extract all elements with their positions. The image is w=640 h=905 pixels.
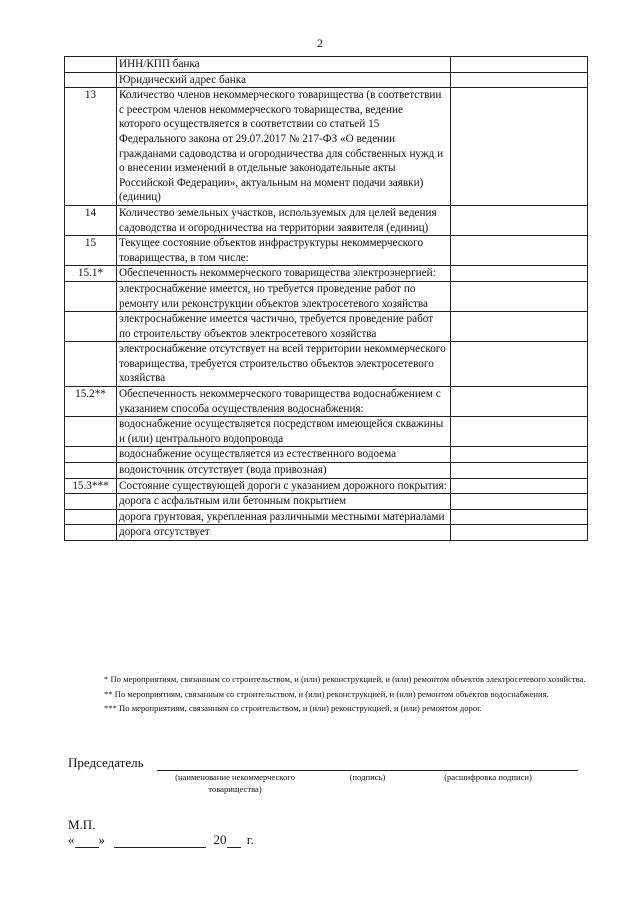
row-label: электроснабжение отсутствует на всей территории некоммерческого товарищества, требуется строительство объектов электросетевого хозяйства	[117, 342, 451, 387]
row-label: Обеспеченность некоммерческого товарищества электроэнергией:	[117, 266, 451, 282]
row-value-cell[interactable]	[451, 463, 588, 479]
row-number	[65, 312, 117, 342]
table-row	[65, 57, 588, 73]
table-body	[65, 57, 588, 541]
date-month-blank[interactable]	[114, 833, 206, 848]
row-label: водоисточник отсутствует (вода привозная)	[117, 463, 451, 479]
row-number: 15	[65, 236, 117, 266]
row-value-cell[interactable]	[451, 281, 588, 311]
date-close-quote: »	[98, 832, 105, 847]
chairman-label: Председатель	[68, 755, 144, 770]
table-row	[65, 236, 588, 266]
row-value-cell[interactable]	[451, 205, 588, 235]
footnote-electricity: * По мероприятиям, связанным со строительством, и (или) реконструкцией, и (или) ремонтом объектов электросетевого хозяйства.	[104, 674, 586, 684]
row-label: электроснабжение имеется, но требуется проведение работ по ремонту или реконструкции объектов электросетевого хозяйства	[117, 281, 451, 311]
row-value-cell[interactable]	[451, 447, 588, 463]
date-open-quote: «	[68, 832, 75, 847]
application-table	[64, 56, 588, 541]
row-label: электроснабжение имеется частично, требуется проведение работ по строительству объектов электросетевого хозяйства	[117, 312, 451, 342]
footnote-roads: *** По мероприятиям, связанным со строительством, и (или) реконструкцией, и (или) ремонтом дорог.	[104, 703, 482, 713]
row-label: ИНН/КПП банка	[117, 57, 451, 73]
row-label: Текущее состояние объектов инфраструктуры некоммерческого товарищества, в том числе:	[117, 236, 451, 266]
table-row	[65, 266, 588, 282]
row-value-cell[interactable]	[451, 57, 588, 73]
row-label: водоснабжение осуществляется из естественного водоема	[117, 447, 451, 463]
row-label: дорога с асфальтным или бетонным покрытием	[117, 494, 451, 510]
table-row	[65, 525, 588, 541]
row-label: Количество членов некоммерческого товарищества (в соответствии с реестром членов некоммерческого товарищества, ведение которого осуществляется в соответствии со статьей 15 Федерального закона от 29.07.2017 № 217-ФЗ «О ведении гражданами садоводства и огородничества для собственных нужд и о внесении изменений в отдельные законодательные акты Российской Федерации», актуальным на момент подачи заявки) (единиц)	[117, 88, 451, 206]
row-label: дорога отсутствует	[117, 525, 451, 541]
row-number	[65, 281, 117, 311]
date-line	[68, 832, 254, 848]
row-number: 15.2**	[65, 387, 117, 417]
row-number	[65, 72, 117, 88]
table-row	[65, 88, 588, 206]
row-number	[65, 447, 117, 463]
table-row	[65, 509, 588, 525]
row-number	[65, 525, 117, 541]
date-year-suffix: г.	[246, 832, 254, 847]
row-number: 14	[65, 205, 117, 235]
row-number	[65, 494, 117, 510]
row-label: водоснабжение осуществляется посредством имеющейся скважины и (или) центрального водопровода	[117, 417, 451, 447]
table-row	[65, 478, 588, 494]
signature-line[interactable]	[157, 770, 578, 771]
row-value-cell[interactable]	[451, 266, 588, 282]
caption-decoding: (расшифровка подписи)	[444, 772, 532, 782]
row-value-cell[interactable]	[451, 509, 588, 525]
date-day-blank[interactable]	[75, 833, 99, 848]
table-row	[65, 72, 588, 88]
row-value-cell[interactable]	[451, 88, 588, 206]
row-number: 13	[65, 88, 117, 206]
row-label: Обеспеченность некоммерческого товарищества водоснабжением с указанием способа осуществления водоснабжения:	[117, 387, 451, 417]
caption-signature: (подпись)	[349, 772, 386, 782]
stamp-place: М.П.	[68, 817, 96, 832]
table-row	[65, 447, 588, 463]
row-number	[65, 342, 117, 387]
row-number	[65, 57, 117, 73]
row-value-cell[interactable]	[451, 312, 588, 342]
row-value-cell[interactable]	[451, 236, 588, 266]
table-row	[65, 342, 588, 387]
row-value-cell[interactable]	[451, 525, 588, 541]
row-number	[65, 417, 117, 447]
row-value-cell[interactable]	[451, 417, 588, 447]
row-value-cell[interactable]	[451, 72, 588, 88]
footnote-water: ** По мероприятиям, связанным со строительством, и (или) реконструкцией, и (или) ремонтом объектов водоснабжения.	[104, 688, 549, 699]
page-number: 2	[317, 36, 323, 50]
row-label: Состояние существующей дороги с указанием дорожного покрытия:	[117, 478, 451, 494]
row-value-cell[interactable]	[451, 387, 588, 417]
row-label: дорога грунтовая, укрепленная различными местными материалами	[117, 509, 451, 525]
table-row	[65, 281, 588, 311]
row-value-cell[interactable]	[451, 478, 588, 494]
caption-organization-name: (наименование некоммерческого товарищества)	[175, 772, 295, 794]
row-number	[65, 509, 117, 525]
row-number	[65, 463, 117, 479]
table-row	[65, 387, 588, 417]
row-number: 15.3***	[65, 478, 117, 494]
row-label: Количество земельных участков, используемых для целей ведения садоводства и огородничества на территории заявителя (единиц)	[117, 205, 451, 235]
footnotes	[76, 674, 586, 715]
date-year-blank[interactable]	[227, 833, 241, 848]
table-row	[65, 417, 588, 447]
table-row	[65, 463, 588, 479]
row-number: 15.1*	[65, 266, 117, 282]
row-value-cell[interactable]	[451, 342, 588, 387]
table-row	[65, 205, 588, 235]
date-year-prefix: 20	[213, 832, 227, 847]
table-row	[65, 312, 588, 342]
row-label: Юридический адрес банка	[117, 72, 451, 88]
table-row	[65, 494, 588, 510]
row-value-cell[interactable]	[451, 494, 588, 510]
